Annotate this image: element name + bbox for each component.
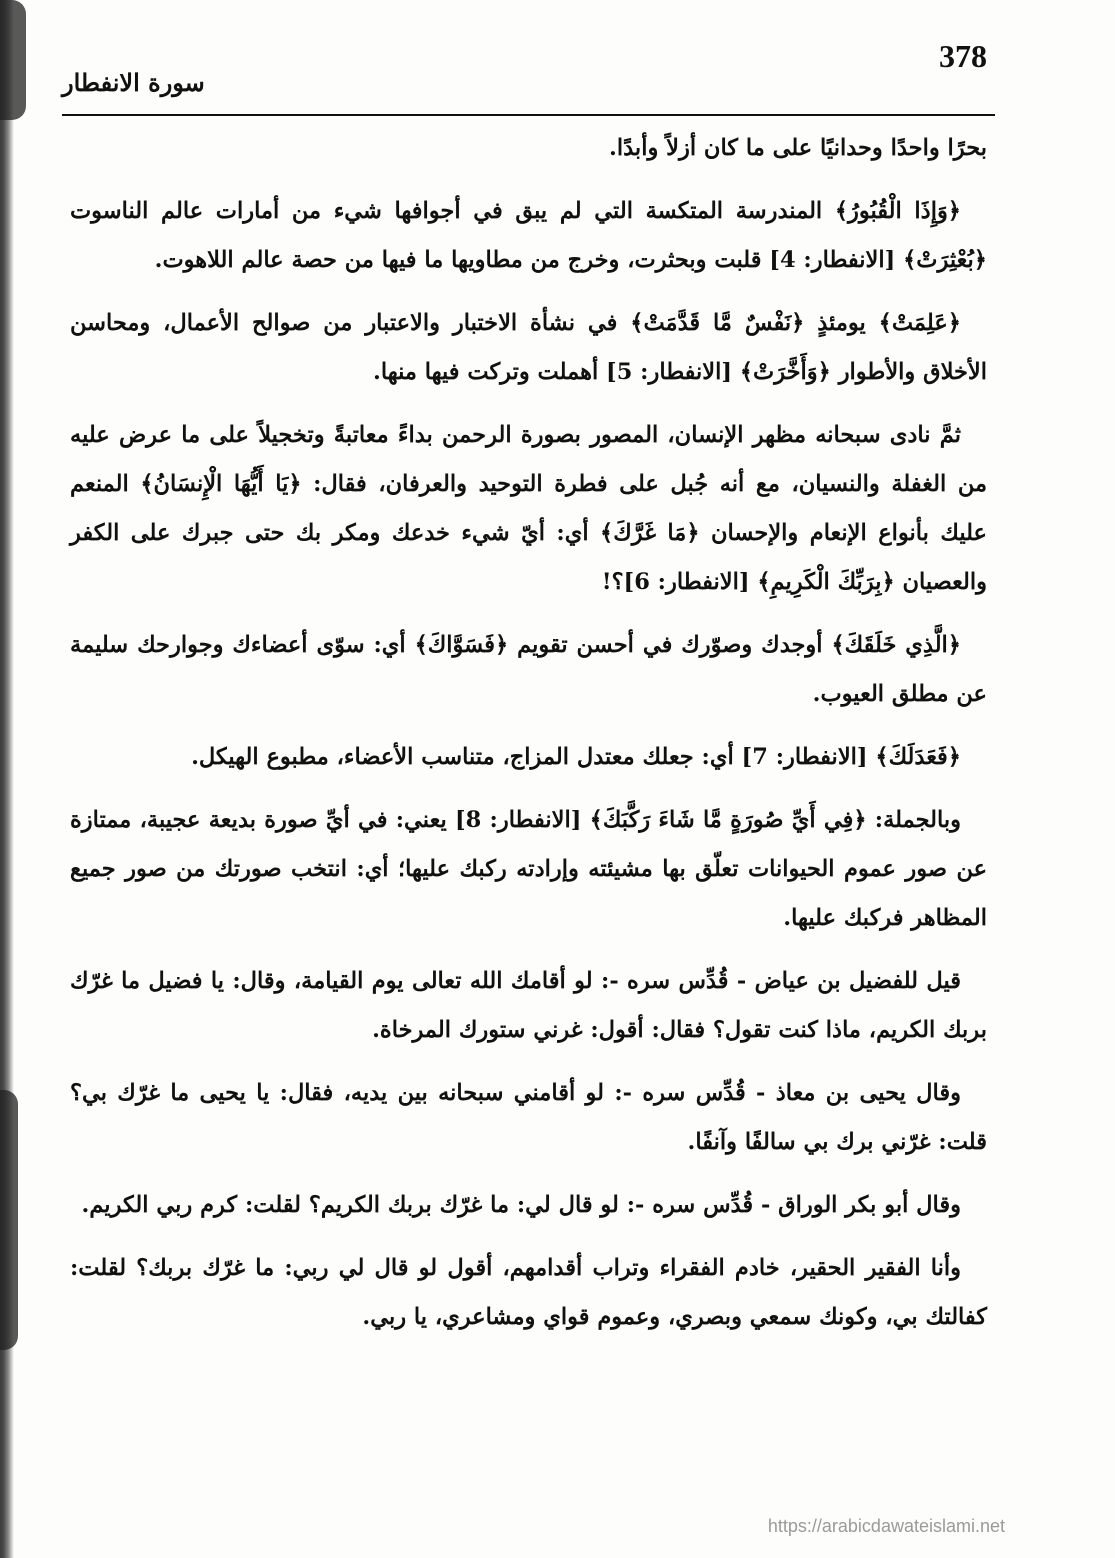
scan-edge-mark [0,1090,18,1350]
surah-title: سورة الانفطار [62,68,205,97]
watermark-url: https://arabicdawateislami.net [767,1516,1005,1536]
paragraph: وقال يحيى بن معاذ - قُدِّس سره -: لو أقامني سبحانه بين يديه، فقال: يا يحيى ما غرّك بي؟ قلت: غرّني برك بي سالفًا وآنفًا. [70,1080,987,1155]
page-body [70,124,987,1356]
paragraph: وأنا الفقير الحقير، خادم الفقراء وتراب أقدامهم، أقول لو قال لي ربي: ما غرّك بربك؟ لقلت: كفالتك بي، وكونك سمعي وبصري، وعموم قواي ومشاعري، يا ربي. [70,1255,987,1330]
paragraph: ﴿عَلِمَتْ﴾ يومئذٍ ﴿نَفْسٌ مَّا قَدَّمَتْ﴾ في نشأة الاختبار والاعتبار من صوالح الأعمال، ومحاسن الأخلاق والأطوار ﴿وَأَخَّرَتْ﴾ [الانفطار: 5] أهملت وتركت فيها منها. [70,310,987,385]
paragraph: قيل للفضيل بن عياض - قُدِّس سره -: لو أقامك الله تعالى يوم القيامة، وقال: يا فضيل ما غرّك بربك الكريم، ماذا كنت تقول؟ فقال: أقول: غرني ستورك المرخاة. [70,968,987,1043]
page-header [62,38,987,110]
paragraph: ثمَّ نادى سبحانه مظهر الإنسان، المصور بصورة الرحمن بداءً معاتبةً وتخجيلاً على ما عرض عليه من الغفلة والنسيان، مع أنه جُبل على فطرة التوحيد والعرفان، فقال: ﴿يَا أَيُّهَا الْإِنسَانُ﴾ المنعم عليك بأنواع الإنعام والإحسان ﴿مَا غَرَّكَ﴾ أي: أيّ شيء خدعك ومكر بك حتى جبرك على الكفر والعصيان ﴿بِرَبِّكَ الْكَرِيمِ﴾ [الانفطار: 6]؟! [70,422,987,595]
page-number: 378 [939,38,987,74]
paragraph: ﴿فَعَدَلَكَ﴾ [الانفطار: 7] أي: جعلك معتدل المزاج، متناسب الأعضاء، مطبوع الهيكل. [191,744,961,770]
paragraph: ﴿الَّذِي خَلَقَكَ﴾ أوجدك وصوّرك في أحسن تقويم ﴿فَسَوَّاكَ﴾ أي: سوّى أعضاءك وجوارحك سليمة عن مطلق العيوب. [70,632,987,707]
paragraph: وقال أبو بكر الوراق - قُدِّس سره -: لو قال لي: ما غرّك بربك الكريم؟ لقلت: كرم ربي الكريم. [81,1192,961,1218]
header-divider [62,114,995,116]
paragraph: ﴿وَإِذَا الْقُبُورُ﴾ المندرسة المتكسة التي لم يبق في أجوافها شيء من أمارات عالم الناسوت ﴿بُعْثِرَتْ﴾ [الانفطار: 4] قلبت وبحثرت، وخرج من مطاويها ما فيها من حصة عالم اللاهوت. [70,198,987,273]
scan-edge-mark [0,0,26,120]
paragraph: بحرًا واحدًا وحدانيًا على ما كان أزلاً وأبدًا. [609,135,987,161]
paragraph: وبالجملة: ﴿فِي أَيِّ صُورَةٍ مَّا شَاءَ رَكَّبَكَ﴾ [الانفطار: 8] يعني: في أيِّ صورة بديعة عجيبة، ممتازة عن صور عموم الحيوانات تعلّق بها مشيئته وإرادته ركبك عليها؛ أي: انتخب صورتك من صور جميع المظاهر فركبك عليها. [70,807,987,931]
